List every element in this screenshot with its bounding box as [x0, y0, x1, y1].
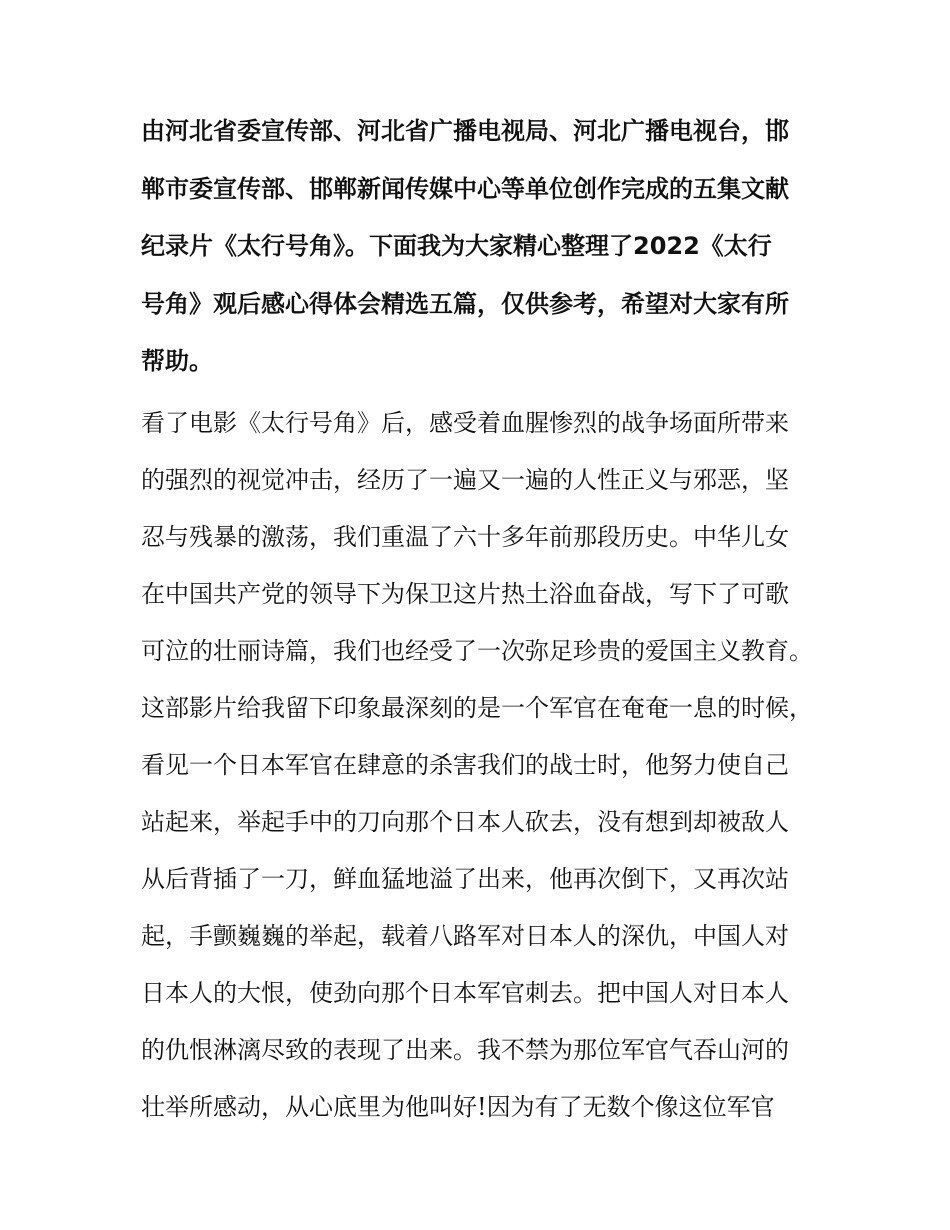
- body-line: 忍与残暴的激荡，我们重温了六十多年前那段历史。中华儿女: [141, 522, 789, 551]
- body-line: 站起来，举起手中的刀向那个日本人砍去，没有想到却被敌人: [141, 807, 789, 836]
- body-line: 的仇恨淋漓尽致的表现了出来。我不禁为那位军官气吞山河的: [141, 1035, 789, 1064]
- body-line: 看了电影《太行号角》后，感受着血腥惨烈的战争场面所带来: [141, 408, 789, 437]
- body-line: 在中国共产党的领导下为保卫这片热土浴血奋战，写下了可歌: [141, 579, 789, 608]
- intro-line: 号角》观后感心得体会精选五篇，仅供参考，希望对大家有所: [141, 289, 789, 318]
- body-line: 可泣的壮丽诗篇，我们也经受了一次弥足珍贵的爱国主义教育。: [141, 636, 813, 665]
- body-line: 起，手颤巍巍的举起，载着八路军对日本人的深仇，中国人对: [141, 921, 789, 950]
- intro-line: 由河北省委宣传部、河北省广播电视局、河北广播电视台，邯: [141, 117, 789, 145]
- document-content: [141, 103, 813, 1136]
- body-line: 这部影片给我留下印象最深刻的是一个军官在奄奄一息的时候，: [141, 693, 813, 722]
- intro-line: 纪录片《太行号角》。下面我为大家精心整理了2022《太行: [141, 232, 772, 261]
- body-line: 从后背插了一刀，鲜血猛地溢了出来，他再次倒下，又再次站: [141, 864, 789, 893]
- intro-paragraph: [141, 103, 813, 391]
- body-line: 看见一个日本军官在肆意的杀害我们的战士时，他努力使自己: [141, 750, 789, 779]
- body-paragraph: [141, 395, 813, 1136]
- intro-line: 郸市委宣传部、邯郸新闻传媒中心等单位创作完成的五集文献: [141, 174, 789, 203]
- intro-line: 帮助。: [141, 347, 213, 376]
- body-line: 日本人的大恨，使劲向那个日本军官刺去。把中国人对日本人: [141, 978, 789, 1007]
- body-line: 壮举所感动，从心底里为他叫好!因为有了无数个像这位军官: [141, 1092, 775, 1121]
- body-line: 的强烈的视觉冲击，经历了一遍又一遍的人性正义与邪恶，坚: [141, 465, 789, 494]
